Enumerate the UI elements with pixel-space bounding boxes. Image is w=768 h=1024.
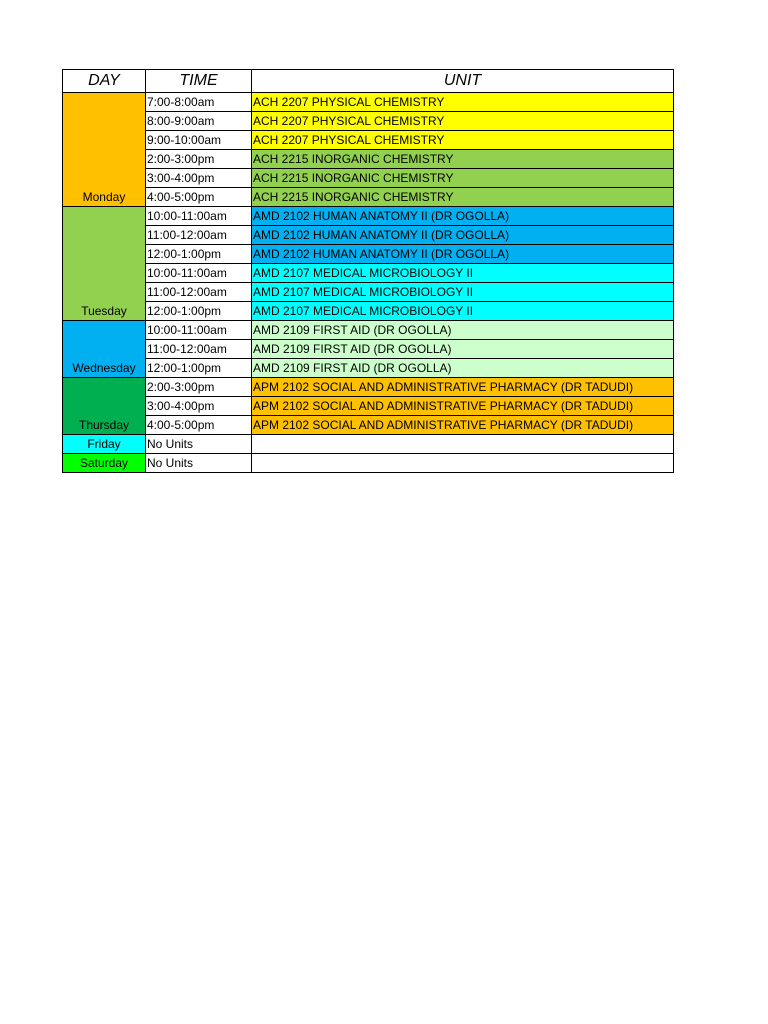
unit-cell	[252, 454, 674, 473]
time-cell: No Units	[146, 435, 252, 454]
time-cell: 8:00-9:00am	[146, 112, 252, 131]
table-row	[63, 397, 674, 416]
time-cell: 3:00-4:00pm	[146, 397, 252, 416]
table-row	[63, 93, 674, 112]
unit-cell: AMD 2102 HUMAN ANATOMY II (DR OGOLLA)	[252, 245, 674, 264]
table-row	[63, 302, 674, 321]
day-cell-monday: Monday	[63, 93, 146, 207]
unit-cell: ACH 2207 PHYSICAL CHEMISTRY	[252, 131, 674, 150]
table-row	[63, 169, 674, 188]
time-cell: 12:00-1:00pm	[146, 245, 252, 264]
unit-cell: ACH 2215 INORGANIC CHEMISTRY	[252, 188, 674, 207]
table-row	[63, 340, 674, 359]
time-cell: 9:00-10:00am	[146, 131, 252, 150]
header-day: DAY	[63, 70, 146, 93]
time-cell: 12:00-1:00pm	[146, 359, 252, 378]
unit-cell: AMD 2109 FIRST AID (DR OGOLLA)	[252, 340, 674, 359]
table-row	[63, 207, 674, 226]
time-cell: 11:00-12:00am	[146, 226, 252, 245]
table-row	[63, 226, 674, 245]
table-row	[63, 112, 674, 131]
table-row	[63, 321, 674, 340]
time-cell: 12:00-1:00pm	[146, 302, 252, 321]
table-row	[63, 264, 674, 283]
time-cell: No Units	[146, 454, 252, 473]
table-row	[63, 359, 674, 378]
table-row	[63, 188, 674, 207]
unit-cell: AMD 2109 FIRST AID (DR OGOLLA)	[252, 321, 674, 340]
unit-cell: AMD 2102 HUMAN ANATOMY II (DR OGOLLA)	[252, 207, 674, 226]
header-row	[63, 70, 674, 93]
unit-cell: APM 2102 SOCIAL AND ADMINISTRATIVE PHARMACY (DR TADUDI)	[252, 416, 674, 435]
day-cell-tuesday: Tuesday	[63, 207, 146, 321]
time-cell: 4:00-5:00pm	[146, 416, 252, 435]
table-row	[63, 435, 674, 454]
header-time: TIME	[146, 70, 252, 93]
table-row	[63, 245, 674, 264]
table-row	[63, 416, 674, 435]
time-cell: 11:00-12:00am	[146, 340, 252, 359]
unit-cell: APM 2102 SOCIAL AND ADMINISTRATIVE PHARMACY (DR TADUDI)	[252, 397, 674, 416]
unit-cell: AMD 2107 MEDICAL MICROBIOLOGY II	[252, 302, 674, 321]
unit-cell: ACH 2215 INORGANIC CHEMISTRY	[252, 150, 674, 169]
unit-cell: AMD 2102 HUMAN ANATOMY II (DR OGOLLA)	[252, 226, 674, 245]
time-cell: 3:00-4:00pm	[146, 169, 252, 188]
table-row	[63, 131, 674, 150]
unit-cell: ACH 2207 PHYSICAL CHEMISTRY	[252, 93, 674, 112]
unit-cell: ACH 2215 INORGANIC CHEMISTRY	[252, 169, 674, 188]
time-cell: 11:00-12:00am	[146, 283, 252, 302]
unit-cell	[252, 435, 674, 454]
time-cell: 2:00-3:00pm	[146, 150, 252, 169]
day-cell-saturday: Saturday	[63, 454, 146, 473]
table-row	[63, 150, 674, 169]
day-cell-wednesday: Wednesday	[63, 321, 146, 378]
table-row	[63, 283, 674, 302]
day-cell-friday: Friday	[63, 435, 146, 454]
time-cell: 10:00-11:00am	[146, 207, 252, 226]
time-cell: 7:00-8:00am	[146, 93, 252, 112]
unit-cell: ACH 2207 PHYSICAL CHEMISTRY	[252, 112, 674, 131]
time-cell: 10:00-11:00am	[146, 321, 252, 340]
unit-cell: APM 2102 SOCIAL AND ADMINISTRATIVE PHARMACY (DR TADUDI)	[252, 378, 674, 397]
table-row	[63, 454, 674, 473]
unit-cell: AMD 2109 FIRST AID (DR OGOLLA)	[252, 359, 674, 378]
timetable-body	[63, 93, 674, 473]
time-cell: 2:00-3:00pm	[146, 378, 252, 397]
unit-cell: AMD 2107 MEDICAL MICROBIOLOGY II	[252, 264, 674, 283]
table-row	[63, 378, 674, 397]
day-cell-thursday: Thursday	[63, 378, 146, 435]
header-unit: UNIT	[252, 70, 674, 93]
timetable	[62, 69, 674, 473]
time-cell: 4:00-5:00pm	[146, 188, 252, 207]
unit-cell: AMD 2107 MEDICAL MICROBIOLOGY II	[252, 283, 674, 302]
time-cell: 10:00-11:00am	[146, 264, 252, 283]
